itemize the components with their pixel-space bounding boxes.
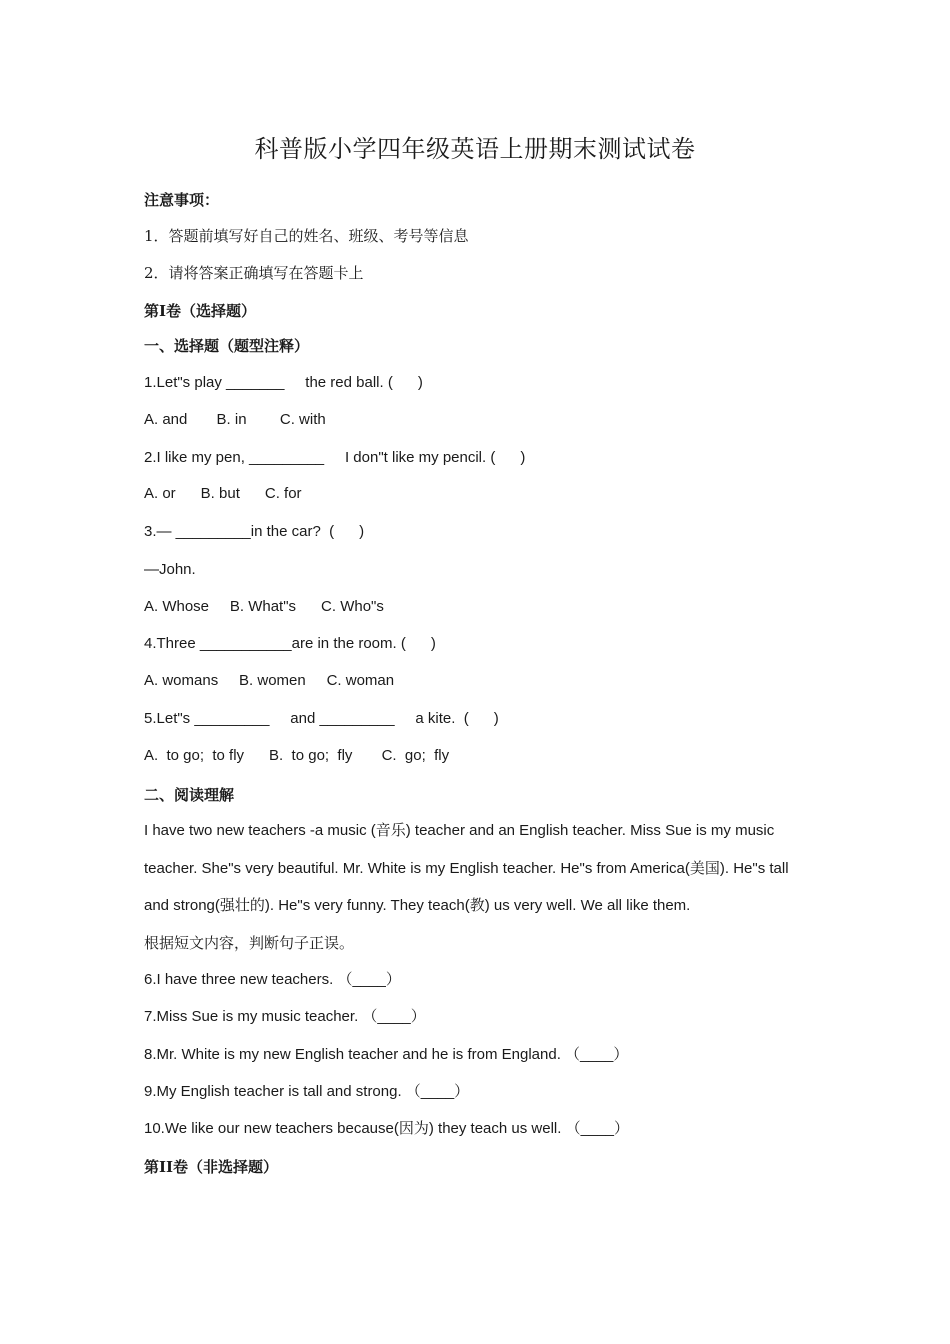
part1-heading: 第I卷（选择题） (144, 302, 257, 320)
instruction: 根据短文内容，判断句子正误。 (144, 934, 355, 952)
judgment-8: 8.Mr. White is my new English teacher and he is from England. （____） (144, 1046, 629, 1063)
question-5-options: A. to go; to fly B. to go; fly C. go; fly (144, 747, 450, 764)
question-5: 5.Let"s _________ and _________ a kite. ( ) (144, 710, 499, 727)
notes-heading: 注意事项： (144, 191, 220, 209)
judgment-9: 9.My English teacher is tall and strong. （____） (144, 1083, 470, 1100)
question-4-options: A. womans B. women C. woman (144, 672, 395, 689)
judgment-6: 6.I have three new teachers. （____） (144, 971, 401, 988)
question-2: 2.I like my pen, _________ I don"t like my pencil. ( ) (144, 449, 526, 466)
document-title: 科普版小学四年级英语上册期末测试试卷 (254, 135, 696, 163)
question-3: 3.— _________in the car? ( ) (144, 523, 365, 540)
question-1-options: A. and B. in C. with (144, 411, 326, 428)
section1-heading: 一、选择题（题型注释） (144, 337, 310, 355)
note-item: 2．请将答案正确填写在答题卡上 (144, 264, 364, 282)
question-4: 4.Three ___________are in the room. ( ) (144, 635, 436, 652)
passage-line: teacher. She"s very beautiful. Mr. White is my English teacher. He"s from America(美国). He"s tall (144, 860, 789, 877)
judgment-7: 7.Miss Sue is my music teacher. （____） (144, 1008, 426, 1025)
passage-line: and strong(强壮的). He"s very funny. They teach(教) us very well. We all like them. (144, 897, 691, 914)
question-1: 1.Let"s play _______ the red ball. ( ) (144, 374, 423, 391)
question-3-answer: —John. (144, 561, 196, 578)
passage-line: I have two new teachers -a music (音乐) teacher and an English teacher. Miss Sue is my music (144, 822, 775, 839)
note-item: 1．答题前填写好自己的姓名、班级、考号等信息 (144, 227, 469, 245)
question-3-options: A. Whose B. What"s C. Who"s (144, 598, 384, 615)
part2-heading: 第II卷（非选择题） (144, 1158, 279, 1176)
section2-heading: 二、阅读理解 (144, 786, 235, 804)
judgment-10: 10.We like our new teachers because(因为) they teach us well. （____） (144, 1120, 629, 1137)
question-2-options: A. or B. but C. for (144, 485, 302, 502)
